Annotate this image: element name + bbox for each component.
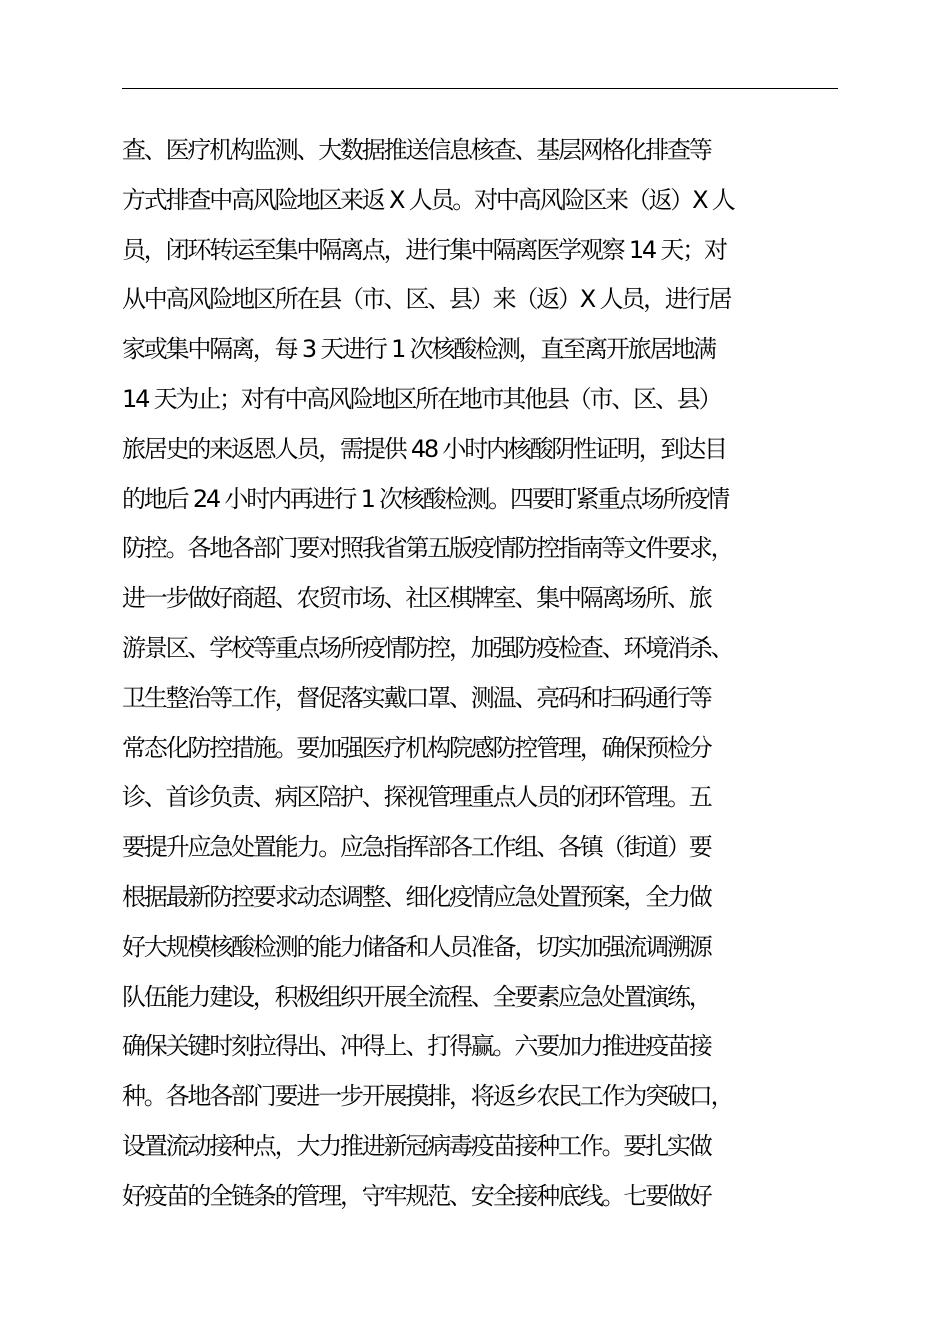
- text-line: 14 天为止；对有中高风险地区所在地市其他县（市、区、县）: [122, 384, 721, 413]
- text-line: 员，闭环转运至集中隔离点，进行集中隔离医学观察 14 天；对: [122, 235, 726, 264]
- text-line: 要提升应急处置能力。应急指挥部各工作组、各镇（街道）要: [122, 833, 711, 862]
- body-text: [122, 126, 862, 1222]
- text-line: 好疫苗的全链条的管理，守牢规范、安全接种底线。七要做好: [122, 1181, 711, 1210]
- text-line: 种。各地各部门要进一步开展摸排，将返乡农民工作为突破口，: [122, 1082, 733, 1111]
- text-line: 卫生整治等工作，督促落实戴口罩、测温、亮码和扫码通行等: [122, 683, 711, 712]
- text-line: 查、医疗机构监测、大数据推送信息核查、基层网格化排查等: [122, 136, 711, 164]
- text-line: 设置流动接种点，大力推进新冠病毒疫苗接种工作。要扎实做: [122, 1131, 711, 1160]
- text-line: 好大规模核酸检测的能力储备和人员准备，切实加强流调溯源: [122, 932, 711, 961]
- text-line: 从中高风险地区所在县（市、区、县）来（返）X 人员，进行居: [122, 285, 731, 314]
- text-line: 诊、首诊负责、病区陪护、探视管理重点人员的闭环管理。五: [122, 783, 711, 812]
- text-line: 家或集中隔离，每 3 天进行 1 次核酸检测，直至离开旅居地满: [122, 335, 715, 364]
- text-line: 常态化防控措施。要加强医疗机构院感防控管理，确保预检分: [122, 733, 711, 762]
- text-line: 游景区、学校等重点场所疫情防控，加强防疫检查、环境消杀、: [122, 633, 733, 662]
- text-line: 确保关键时刻拉得出、冲得上、打得赢。六要加力推进疫苗接: [122, 1032, 711, 1061]
- text-line: 方式排查中高风险地区来返 X 人员。对中高风险区来（返）X 人: [122, 185, 734, 214]
- text-line: 旅居史的来返恩人员，需提供 48 小时内核酸阴性证明，到达目: [122, 434, 726, 463]
- header-rule: [122, 88, 838, 89]
- text-line: 队伍能力建设，积极组织开展全流程、全要素应急处置演练，: [122, 982, 711, 1011]
- text-line: 防控。各地各部门要对照我省第五版疫情防控指南等文件要求，: [122, 534, 733, 563]
- text-line: 进一步做好商超、农贸市场、社区棋牌室、集中隔离场所、旅: [122, 584, 711, 613]
- text-line: 的地后 24 小时内再进行 1 次核酸检测。四要盯紧重点场所疫情: [122, 484, 728, 513]
- text-line: 根据最新防控要求动态调整、细化疫情应急处置预案，全力做: [122, 882, 711, 911]
